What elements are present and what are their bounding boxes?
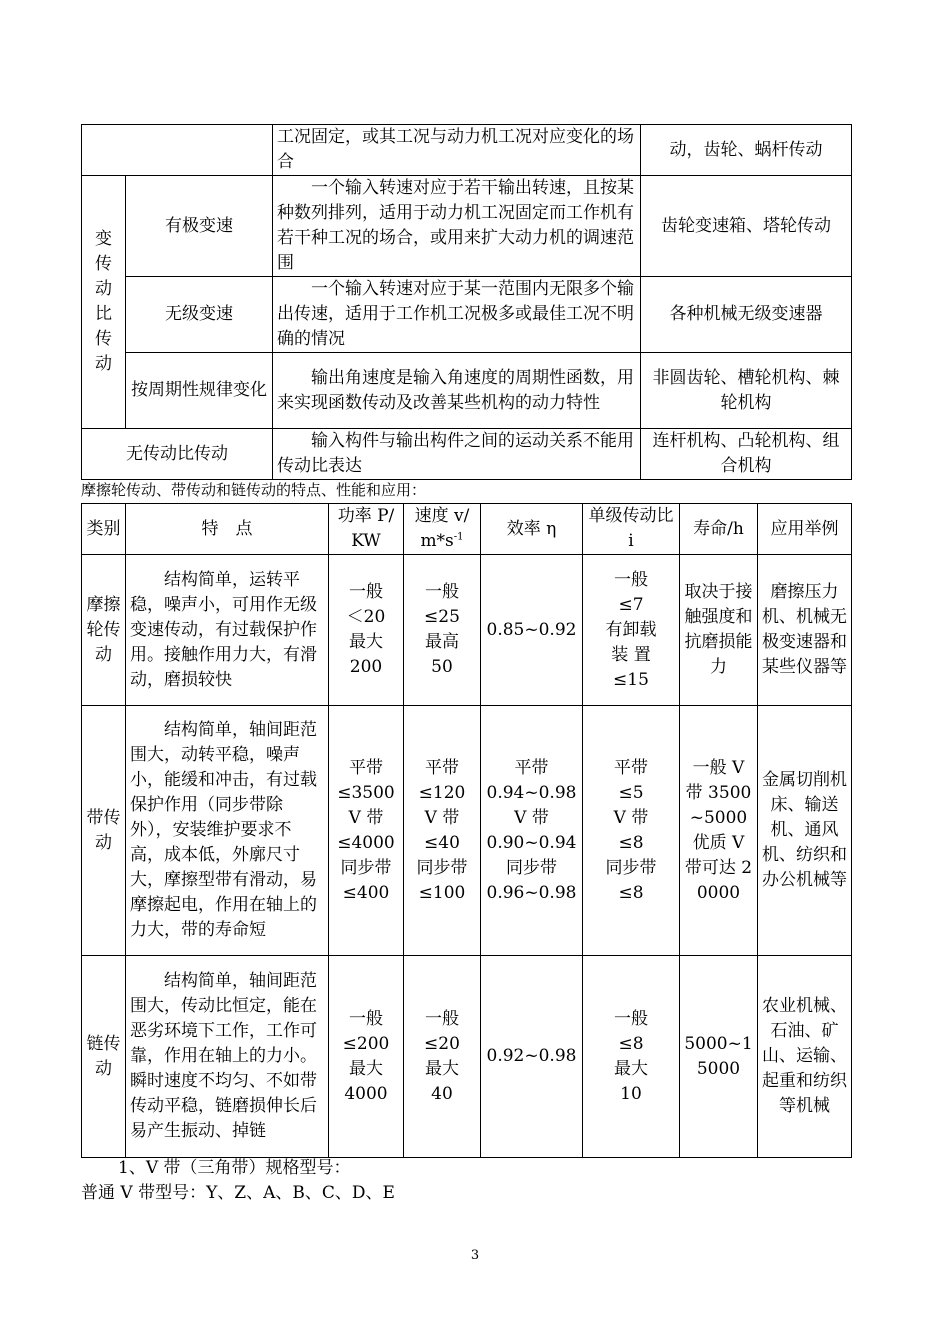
table-cell: 无传动比传动 [82,429,273,480]
category-cell: 链传动 [82,956,126,1158]
header-speed [404,504,481,555]
cell-line: ≤400 [342,882,390,903]
cell-line: ≤3500 [337,782,395,803]
cell-line: 一般 [349,582,383,602]
table-cell: 一个输入转速对应于若干输出转速，且按某种数列排列，适用于动力机工况固定而工作机有若干种工况的场合，或用来扩大动力机的调速范围 [273,176,641,277]
cell-line: ≤15 [613,669,649,690]
cell-line: 0.96~0.98 [486,882,577,903]
table-cell: 输出角速度是输入角速度的周期性函数，用来实现函数传动及改善某些机构的动力特性 [273,353,641,429]
cell-line: ≤120 [418,782,466,803]
cell-line: V 带 [613,807,649,828]
ratio-cell [583,555,680,706]
header-category: 类别 [82,504,126,555]
transmission-ratio-table [81,124,852,480]
cell-line: ≤7 [618,594,644,615]
example-cell: 农业机械、石油、矿山、运输、起重和纺织等机械 [758,956,852,1158]
table-cell: 非圆齿轮、槽轮机构、棘轮机构 [641,353,852,429]
cell-line: 40 [431,1083,453,1104]
features-cell: 结构简单，轴间距范围大，动转平稳，噪声小，能缓和冲击，有过载保护作用（同步带除外），安装维护要求不高，成本低，外廓尺寸大，摩擦型带有滑动，易摩擦起电，作用在轴上的力大，带的寿命短 [126,706,329,956]
category-cell: 摩擦轮传动 [82,555,126,706]
header-example: 应用举例 [758,504,852,555]
cell-line: 同步带 [416,857,468,878]
table-row [82,706,852,956]
cell-line: 10 [620,1083,642,1104]
cell-line: 一般 [614,569,648,590]
cell-line: ≤100 [418,882,466,903]
table-cell: 各种机械无级变速器 [641,277,852,353]
cell-line: 平带 [514,757,549,778]
cell-line: 有卸载 [605,619,657,640]
cell-line: 装 置 [611,644,651,665]
cell-line: 50 [431,657,453,677]
table-cell: 齿轮变速箱、塔轮传动 [641,176,852,277]
cell-line: ≤20 [424,1033,460,1054]
example-cell: 金属切削机床、输送机、通风机、纺织和办公机械等 [758,706,852,956]
cell-line: 0.85~0.92 [486,619,577,640]
cell-line: 一般 [425,582,459,602]
features-cell: 结构简单，轴间距范围大，传动比恒定，能在恶劣环境下工作，工作可靠，作用在轴上的力小。瞬时速度不均匀、不如带传动平稳，链磨损伸长后易产生振动、掉链 [126,956,329,1158]
efficiency-cell [481,555,583,706]
cell-line: 一般 [614,1008,648,1029]
cell-line: ≤25 [424,607,460,627]
table-cell: 有极变速 [126,176,273,277]
cell-line: 平带 [425,757,459,778]
cell-line: 平带 [614,757,648,778]
table-row [82,176,852,277]
group-label-cell [82,176,126,429]
cell-line: ≤5 [618,782,644,803]
table-caption: 摩擦轮传动、带传动和链传动的特点、性能和应用： [81,481,427,499]
life-cell: 取决于接触强度和抗磨损能力 [680,555,758,706]
cell-line: 0.94~0.98 [486,782,577,803]
speed-cell [404,956,481,1158]
life-cell: 5000~15000 [680,956,758,1158]
cell-line: ≤40 [424,832,460,853]
cell-line: V 带 [348,807,384,828]
table-cell: 动，齿轮、蜗杆传动 [641,125,852,176]
features-cell: 结构简单，运转平稳，噪声小，可用作无级变速传动，有过载保护作用。接触作用力大，有滑动，磨损较快 [126,555,329,706]
table-cell [82,125,273,176]
cell-line: 最大 [425,1058,459,1079]
cell-line: 最大 [349,1058,383,1079]
cell-line: 一般 [425,1008,459,1029]
header-efficiency: 效率 η [481,504,583,555]
category-cell: 带传动 [82,706,126,956]
cell-line: ≤8 [618,882,644,903]
paragraph-v-belt-types: 普通 V 带型号：Y、Z、A、B、C、D、E [81,1183,395,1203]
table-cell: 无级变速 [126,277,273,353]
table-row [82,956,852,1158]
example-cell: 磨擦压力机、机械无极变速器和某些仪器等 [758,555,852,706]
power-cell [329,706,404,956]
table-cell: 连杆机构、凸轮机构、组合机构 [641,429,852,480]
speed-cell [404,555,481,706]
speed-cell [404,706,481,956]
header-life: 寿命/h [680,504,758,555]
table-row [82,555,852,706]
paragraph-v-belt-heading: 1、V 带（三角带）规格型号： [118,1158,351,1178]
table-row [82,429,852,480]
cell-line: ≤4000 [337,832,395,853]
table-row [82,125,852,176]
cell-line: ≤8 [618,832,644,853]
header-power: 功率 P/KW [329,504,404,555]
power-cell [329,956,404,1158]
table-cell: 输入构件与输出构件之间的运动关系不能用传动比表达 [273,429,641,480]
group-label: 变传动比传动 [95,229,112,374]
cell-line: 同步带 [605,857,657,878]
page-number: 3 [470,1248,480,1263]
cell-line: 0.92~0.98 [486,1046,577,1066]
power-cell [329,555,404,706]
cell-line: ≤200 [342,1033,390,1054]
efficiency-cell [481,706,583,956]
header-speed-sup: -1 [453,531,464,543]
cell-line: 0.90~0.94 [486,832,577,853]
header-speed-text: 速度 v/m*s [414,506,470,551]
table-header-row [82,504,852,555]
header-features: 特 点 [126,504,329,555]
ratio-cell [583,706,680,956]
ratio-cell [583,956,680,1158]
table-cell: 一个输入转速对应于某一范围内无限多个输出传速，适用于工作机工况极多或最佳工况不明确的情况 [273,277,641,353]
cell-line: 4000 [344,1083,388,1104]
cell-line: 平带 [349,757,383,778]
table-cell: 工况固定，或其工况与动力机工况对应变化的场合 [273,125,641,176]
efficiency-cell [481,956,583,1158]
header-ratio: 单级传动比 i [583,504,680,555]
cell-line: 最大 [349,632,383,652]
cell-line: ≤8 [618,1033,644,1054]
life-cell: 一般 V 带 3500~5000 优质 V 带可达 20000 [680,706,758,956]
cell-line: ＜20 [346,607,386,627]
table-row [82,353,852,429]
cell-line: V 带 [514,807,549,828]
cell-line: V 带 [424,807,460,828]
cell-line: 200 [349,657,383,677]
table-row [82,277,852,353]
cell-line: 最大 [614,1058,648,1079]
cell-line: 最高 [425,632,459,652]
drive-comparison-table [81,503,852,1158]
cell-line: 一般 [349,1008,383,1029]
cell-line: 同步带 [506,857,557,878]
cell-line: 同步带 [340,857,392,878]
table-cell: 按周期性规律变化 [126,353,273,429]
